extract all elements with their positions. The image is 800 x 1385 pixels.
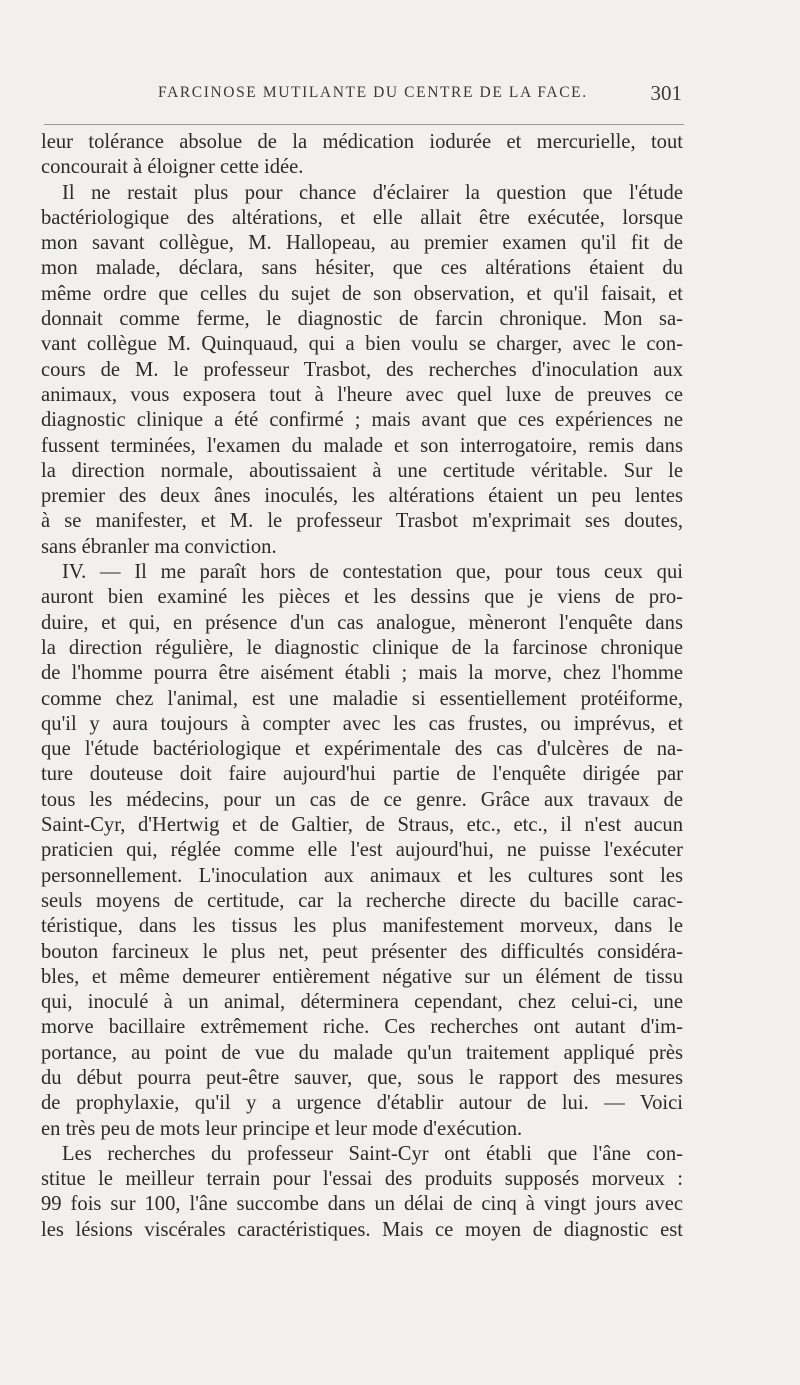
text-line: leur tolérance absolue de la médication iodurée et mercurielle, tout <box>41 131 683 153</box>
text-line: qu'il y aura toujours à compter avec les cas frustes, ou imprévus, et <box>41 712 683 735</box>
text-line: Les recherches du professeur Saint-Cyr ont établi que l'âne con- <box>62 1142 683 1165</box>
text-line: bactériologique des altérations, et elle allait être exécutée, lorsque <box>41 206 683 229</box>
text-line: à se manifester, et M. le professeur Trasbot m'exprimait ses doutes, <box>41 510 683 533</box>
text-line: téristique, dans les tissus les plus manifestement morveux, dans le <box>41 915 683 938</box>
text-line: ture douteuse doit faire aujourd'hui partie de l'enquête dirigée par <box>41 763 683 786</box>
text-line: de l'homme pourra être aisément établi ; mais la morve, chez l'homme <box>41 662 683 685</box>
text-line: la direction régulière, le diagnostic clinique de la farcinose chronique <box>41 636 683 659</box>
text-line: premier des deux ânes inoculés, les altérations étaient un peu lentes <box>41 485 683 508</box>
header-rule <box>44 124 684 125</box>
text-line: personnellement. L'inoculation aux animaux et les cultures sont les <box>41 864 683 887</box>
text-line: morve bacillaire extrêmement riche. Ces recherches ont autant d'im- <box>41 1016 683 1039</box>
text-line: bouton farcineux le plus net, peut présenter des difficultés considéra- <box>41 940 683 963</box>
text-line: les lésions viscérales caractéristiques. Mais ce moyen de diagnostic est <box>41 1218 683 1241</box>
text-line: diagnostic clinique a été confirmé ; mais avant que ces expériences ne <box>41 409 683 432</box>
text-line: animaux, vous exposera tout à l'heure avec quel luxe de preuves ce <box>41 383 683 406</box>
page-number: 301 <box>650 81 682 105</box>
page-header <box>142 81 682 108</box>
text-line: mon malade, déclara, sans hésiter, que ces altérations étaient du <box>41 257 683 280</box>
text-line: IV. — Il me paraît hors de contestation que, pour tous ceux qui <box>62 561 683 584</box>
text-line: Saint-Cyr, d'Hertwig et de Galtier, de Straus, etc., etc., il n'est aucun <box>41 814 683 837</box>
text-line: portance, au point de vue du malade qu'un traitement appliqué près <box>41 1041 683 1064</box>
text-line: 99 fois sur 100, l'âne succombe dans un délai de cinq à vingt jours avec <box>41 1193 683 1216</box>
text-line: en très peu de mots leur principe et leur mode d'exécution. <box>41 1117 523 1140</box>
text-line: seuls moyens de certitude, car la recherche directe du bacille carac- <box>41 889 683 912</box>
text-line: donnait comme ferme, le diagnostic de farcin chronique. Mon sa- <box>41 308 683 331</box>
text-line: qui, inoculé à un animal, déterminera cependant, chez celui-ci, une <box>41 991 683 1014</box>
text-line: sans ébranler ma conviction. <box>41 535 277 558</box>
text-line: tous les médecins, pour un cas de ce genre. Grâce aux travaux de <box>41 788 683 811</box>
text-line: Il ne restait plus pour chance d'éclairer la question que l'étude <box>62 181 683 204</box>
text-line: praticien qui, réglée comme elle l'est aujourd'hui, ne puisse l'exécuter <box>41 839 683 862</box>
text-line: du début pourra peut-être sauver, que, sous le rapport des mesures <box>41 1066 683 1089</box>
text-line: que l'étude bactériologique et expérimentale des cas d'ulcères de na- <box>41 738 683 761</box>
running-title: FARCINOSE MUTILANTE DU CENTRE DE LA FACE. <box>158 84 588 101</box>
text-line: duire, et qui, en présence d'un cas analogue, mèneront l'enquête dans <box>41 611 683 634</box>
text-line: bles, et même demeurer entièrement négative sur un élément de tissu <box>41 965 683 988</box>
text-line: même ordre que celles du sujet de son observation, et qu'il faisait, et <box>41 282 683 305</box>
text-line: cours de M. le professeur Trasbot, des recherches d'inoculation aux <box>41 358 683 381</box>
text-line: vant collègue M. Quinquaud, qui a bien voulu se charger, avec le con- <box>41 333 683 356</box>
text-line: la direction normale, aboutissaient à une certitude véritable. Sur le <box>41 459 683 482</box>
body-text <box>41 130 683 1243</box>
text-line: fussent terminées, l'examen du malade et son interrogatoire, remis dans <box>41 434 683 457</box>
text-line: auront bien examiné les pièces et les dessins que je viens de pro- <box>41 586 683 609</box>
text-line: comme chez l'animal, est une maladie si essentiellement protéiforme, <box>41 687 683 710</box>
text-line: concourait à éloigner cette idée. <box>41 156 304 179</box>
text-line: de prophylaxie, qu'il y a urgence d'établir autour de lui. — Voici <box>41 1092 683 1115</box>
text-line: stitue le meilleur terrain pour l'essai des produits supposés morveux : <box>41 1168 683 1191</box>
text-line: mon savant collègue, M. Hallopeau, au premier examen qu'il fit de <box>41 232 683 255</box>
